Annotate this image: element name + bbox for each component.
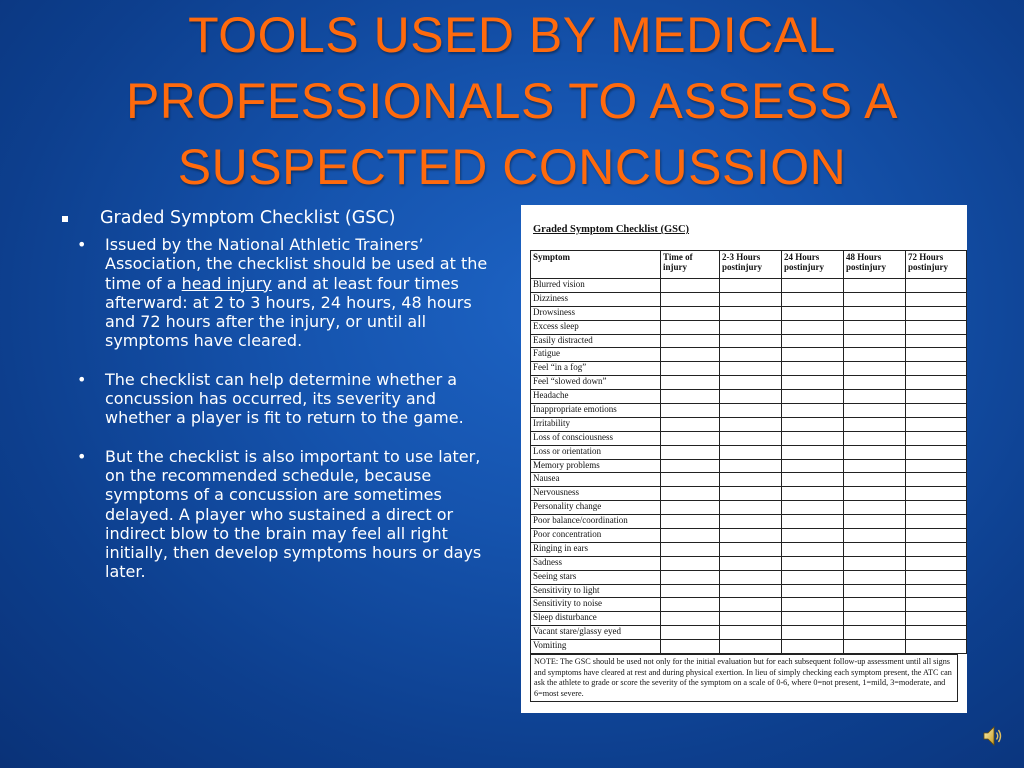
table-row <box>531 417 967 431</box>
symptom-cell: Fatigue <box>531 348 661 362</box>
empty-score-cell <box>782 279 844 293</box>
bullet-gsc <box>60 208 500 229</box>
sub-bullet-text: and at least four times afterward: at 2 to 3 hours, 24 hours, 48 hours and 72 hours after the injury, or until all symptoms have cleared. <box>105 273 472 351</box>
empty-score-cell <box>661 529 720 543</box>
symptom-cell: Poor balance/coordination <box>531 515 661 529</box>
empty-score-cell <box>782 556 844 570</box>
symptom-cell: Seeing stars <box>531 570 661 584</box>
empty-score-cell <box>661 459 720 473</box>
empty-score-cell <box>906 487 967 501</box>
empty-score-cell <box>661 431 720 445</box>
empty-score-cell <box>844 334 906 348</box>
table-row <box>531 501 967 515</box>
empty-score-cell <box>782 459 844 473</box>
empty-score-cell <box>782 626 844 640</box>
empty-score-cell <box>782 292 844 306</box>
empty-score-cell <box>661 515 720 529</box>
empty-score-cell <box>906 501 967 515</box>
speaker-icon[interactable] <box>982 724 1004 748</box>
empty-score-cell <box>720 417 782 431</box>
gsc-header-cell: 48 Hours postinjury <box>844 251 906 279</box>
empty-score-cell <box>844 640 906 654</box>
empty-score-cell <box>720 445 782 459</box>
empty-score-cell <box>844 459 906 473</box>
empty-score-cell <box>906 404 967 418</box>
gsc-header-cell: 2-3 Hours postinjury <box>720 251 782 279</box>
empty-score-cell <box>661 584 720 598</box>
sub-bullet-determine <box>60 370 500 428</box>
symptom-cell: Nausea <box>531 473 661 487</box>
symptom-cell: Vomiting <box>531 640 661 654</box>
empty-score-cell <box>661 362 720 376</box>
table-row <box>531 362 967 376</box>
empty-score-cell <box>720 306 782 320</box>
head-injury-link[interactable]: head injury <box>181 273 272 293</box>
empty-score-cell <box>906 417 967 431</box>
empty-score-cell <box>844 390 906 404</box>
empty-score-cell <box>906 542 967 556</box>
table-row <box>531 598 967 612</box>
bullet-list <box>60 208 500 601</box>
empty-score-cell <box>782 376 844 390</box>
empty-score-cell <box>906 292 967 306</box>
empty-score-cell <box>661 487 720 501</box>
symptom-cell: Easily distracted <box>531 334 661 348</box>
empty-score-cell <box>906 279 967 293</box>
empty-score-cell <box>906 376 967 390</box>
empty-score-cell <box>720 279 782 293</box>
empty-score-cell <box>782 362 844 376</box>
table-row <box>531 556 967 570</box>
table-row <box>531 376 967 390</box>
empty-score-cell <box>720 487 782 501</box>
empty-score-cell <box>906 626 967 640</box>
empty-score-cell <box>661 612 720 626</box>
empty-score-cell <box>661 445 720 459</box>
empty-score-cell <box>661 306 720 320</box>
bullet-gsc-label: Graded Symptom Checklist (GSC) <box>100 208 396 228</box>
table-row <box>531 292 967 306</box>
symptom-cell: Sensitivity to light <box>531 584 661 598</box>
empty-score-cell <box>661 376 720 390</box>
empty-score-cell <box>906 570 967 584</box>
symptom-cell: Memory problems <box>531 459 661 473</box>
gsc-table <box>530 250 967 654</box>
table-row <box>531 320 967 334</box>
empty-score-cell <box>782 542 844 556</box>
empty-score-cell <box>906 556 967 570</box>
empty-score-cell <box>906 459 967 473</box>
empty-score-cell <box>782 431 844 445</box>
empty-score-cell <box>844 570 906 584</box>
empty-score-cell <box>720 431 782 445</box>
empty-score-cell <box>661 390 720 404</box>
empty-score-cell <box>844 306 906 320</box>
empty-score-cell <box>782 640 844 654</box>
slide-title: TOOLS USED BY MEDICAL PROFESSIONALS TO ASSESS A SUSPECTED CONCUSSION <box>125 7 899 195</box>
table-row <box>531 542 967 556</box>
empty-score-cell <box>661 570 720 584</box>
symptom-cell: Nervousness <box>531 487 661 501</box>
empty-score-cell <box>720 584 782 598</box>
table-row <box>531 584 967 598</box>
table-row <box>531 431 967 445</box>
symptom-cell: Sadness <box>531 556 661 570</box>
gsc-note: NOTE: The GSC should be used not only for the initial evaluation but for each subsequent follow-up assessment until all signs and symptoms have cleared at rest and during physical exertion. In lieu of simply checking each symptom present, the ATC can ask the athlete to grade or score the severity of the symptom on a scale of 0-6, where 0=not present, 1=mild, 3=moderate, and 6=most severe. <box>530 654 958 702</box>
empty-score-cell <box>844 612 906 626</box>
symptom-cell: Drowsiness <box>531 306 661 320</box>
bullet-dot-icon: • <box>77 235 87 254</box>
empty-score-cell <box>906 431 967 445</box>
bullet-dot-icon: • <box>77 369 87 389</box>
table-row <box>531 445 967 459</box>
empty-score-cell <box>906 598 967 612</box>
empty-score-cell <box>720 501 782 515</box>
empty-score-cell <box>661 640 720 654</box>
empty-score-cell <box>661 417 720 431</box>
empty-score-cell <box>906 306 967 320</box>
symptom-cell: Vacant stare/glassy eyed <box>531 626 661 640</box>
gsc-title: Graded Symptom Checklist (GSC) <box>533 224 690 235</box>
empty-score-cell <box>661 542 720 556</box>
table-row <box>531 473 967 487</box>
sub-bullet-text: But the checklist is also important to use later, on the recommended schedule, because symptoms of a concussion are sometimes delayed. A player who sustained a direct or indirect blow to the brain may feel all right initially, then develop symptoms hours or days later. <box>105 446 482 582</box>
empty-score-cell <box>782 348 844 362</box>
empty-score-cell <box>844 279 906 293</box>
empty-score-cell <box>782 417 844 431</box>
empty-score-cell <box>844 487 906 501</box>
table-row <box>531 390 967 404</box>
empty-score-cell <box>844 501 906 515</box>
empty-score-cell <box>720 459 782 473</box>
symptom-cell: Personality change <box>531 501 661 515</box>
empty-score-cell <box>844 598 906 612</box>
empty-score-cell <box>661 292 720 306</box>
empty-score-cell <box>844 292 906 306</box>
empty-score-cell <box>661 279 720 293</box>
empty-score-cell <box>782 584 844 598</box>
empty-score-cell <box>720 334 782 348</box>
empty-score-cell <box>844 515 906 529</box>
empty-score-cell <box>782 473 844 487</box>
empty-score-cell <box>720 542 782 556</box>
empty-score-cell <box>782 612 844 626</box>
empty-score-cell <box>720 570 782 584</box>
empty-score-cell <box>844 626 906 640</box>
symptom-cell: Headache <box>531 390 661 404</box>
table-row <box>531 529 967 543</box>
empty-score-cell <box>844 445 906 459</box>
empty-score-cell <box>661 501 720 515</box>
sub-bullet-text: The checklist can help determine whether a concussion has occurred, its severity and whether a player is fit to return to the game. <box>105 369 464 428</box>
symptom-cell: Loss or orientation <box>531 445 661 459</box>
empty-score-cell <box>720 362 782 376</box>
empty-score-cell <box>782 529 844 543</box>
empty-score-cell <box>844 417 906 431</box>
empty-score-cell <box>906 334 967 348</box>
empty-score-cell <box>720 376 782 390</box>
empty-score-cell <box>661 320 720 334</box>
symptom-cell: Inappropriate emotions <box>531 404 661 418</box>
table-row <box>531 348 967 362</box>
empty-score-cell <box>720 473 782 487</box>
symptom-cell: Loss of consciousness <box>531 431 661 445</box>
table-row <box>531 570 967 584</box>
empty-score-cell <box>844 431 906 445</box>
empty-score-cell <box>720 292 782 306</box>
empty-score-cell <box>906 612 967 626</box>
empty-score-cell <box>661 404 720 418</box>
empty-score-cell <box>906 445 967 459</box>
empty-score-cell <box>720 556 782 570</box>
symptom-cell: Blurred vision <box>531 279 661 293</box>
empty-score-cell <box>720 529 782 543</box>
empty-score-cell <box>720 612 782 626</box>
sub-bullet-issued <box>60 235 500 351</box>
empty-score-cell <box>782 404 844 418</box>
gsc-header-row <box>531 251 967 279</box>
empty-score-cell <box>720 515 782 529</box>
empty-score-cell <box>661 556 720 570</box>
symptom-cell: Feel “in a fog” <box>531 362 661 376</box>
empty-score-cell <box>844 556 906 570</box>
empty-score-cell <box>782 515 844 529</box>
empty-score-cell <box>720 626 782 640</box>
empty-score-cell <box>720 404 782 418</box>
gsc-table-body <box>531 279 967 654</box>
empty-score-cell <box>720 640 782 654</box>
gsc-header-cell: Symptom <box>531 251 661 279</box>
table-row <box>531 626 967 640</box>
empty-score-cell <box>661 598 720 612</box>
empty-score-cell <box>661 334 720 348</box>
empty-score-cell <box>906 584 967 598</box>
square-bullet-icon <box>62 216 68 222</box>
table-row <box>531 515 967 529</box>
empty-score-cell <box>782 445 844 459</box>
empty-score-cell <box>844 584 906 598</box>
empty-score-cell <box>782 501 844 515</box>
table-row <box>531 487 967 501</box>
empty-score-cell <box>720 320 782 334</box>
table-row <box>531 279 967 293</box>
symptom-cell: Sensitivity to noise <box>531 598 661 612</box>
symptom-cell: Ringing in ears <box>531 542 661 556</box>
empty-score-cell <box>720 348 782 362</box>
gsc-header-cell: Time of injury <box>661 251 720 279</box>
empty-score-cell <box>906 529 967 543</box>
empty-score-cell <box>844 376 906 390</box>
sub-bullet-list <box>77 235 500 582</box>
sub-bullet-later <box>60 447 500 582</box>
symptom-cell: Irritability <box>531 417 661 431</box>
gsc-header-cell: 24 Hours postinjury <box>782 251 844 279</box>
empty-score-cell <box>906 348 967 362</box>
sub-bullet-text: Issued by the National Athletic Trainers’ Association, the checklist should be used at the time of a <box>105 235 488 293</box>
empty-score-cell <box>906 390 967 404</box>
empty-score-cell <box>906 320 967 334</box>
table-row <box>531 612 967 626</box>
table-row <box>531 459 967 473</box>
symptom-cell: Sleep disturbance <box>531 612 661 626</box>
empty-score-cell <box>906 362 967 376</box>
table-row <box>531 404 967 418</box>
bullet-dot-icon: • <box>77 446 87 466</box>
empty-score-cell <box>844 320 906 334</box>
empty-score-cell <box>661 348 720 362</box>
empty-score-cell <box>782 320 844 334</box>
empty-score-cell <box>906 640 967 654</box>
empty-score-cell <box>661 473 720 487</box>
symptom-cell: Dizziness <box>531 292 661 306</box>
empty-score-cell <box>844 348 906 362</box>
empty-score-cell <box>844 473 906 487</box>
table-row <box>531 640 967 654</box>
symptom-cell: Poor concentration <box>531 529 661 543</box>
empty-score-cell <box>782 390 844 404</box>
symptom-cell: Excess sleep <box>531 320 661 334</box>
empty-score-cell <box>844 529 906 543</box>
empty-score-cell <box>844 404 906 418</box>
empty-score-cell <box>720 390 782 404</box>
empty-score-cell <box>661 626 720 640</box>
table-row <box>531 306 967 320</box>
empty-score-cell <box>782 306 844 320</box>
symptom-cell: Feel “slowed down” <box>531 376 661 390</box>
empty-score-cell <box>844 542 906 556</box>
empty-score-cell <box>906 473 967 487</box>
gsc-header-cell: 72 Hours postinjury <box>906 251 967 279</box>
empty-score-cell <box>720 598 782 612</box>
table-row <box>531 334 967 348</box>
empty-score-cell <box>782 570 844 584</box>
empty-score-cell <box>844 362 906 376</box>
empty-score-cell <box>906 515 967 529</box>
empty-score-cell <box>782 487 844 501</box>
empty-score-cell <box>782 334 844 348</box>
gsc-checklist-image <box>521 205 967 713</box>
empty-score-cell <box>782 598 844 612</box>
